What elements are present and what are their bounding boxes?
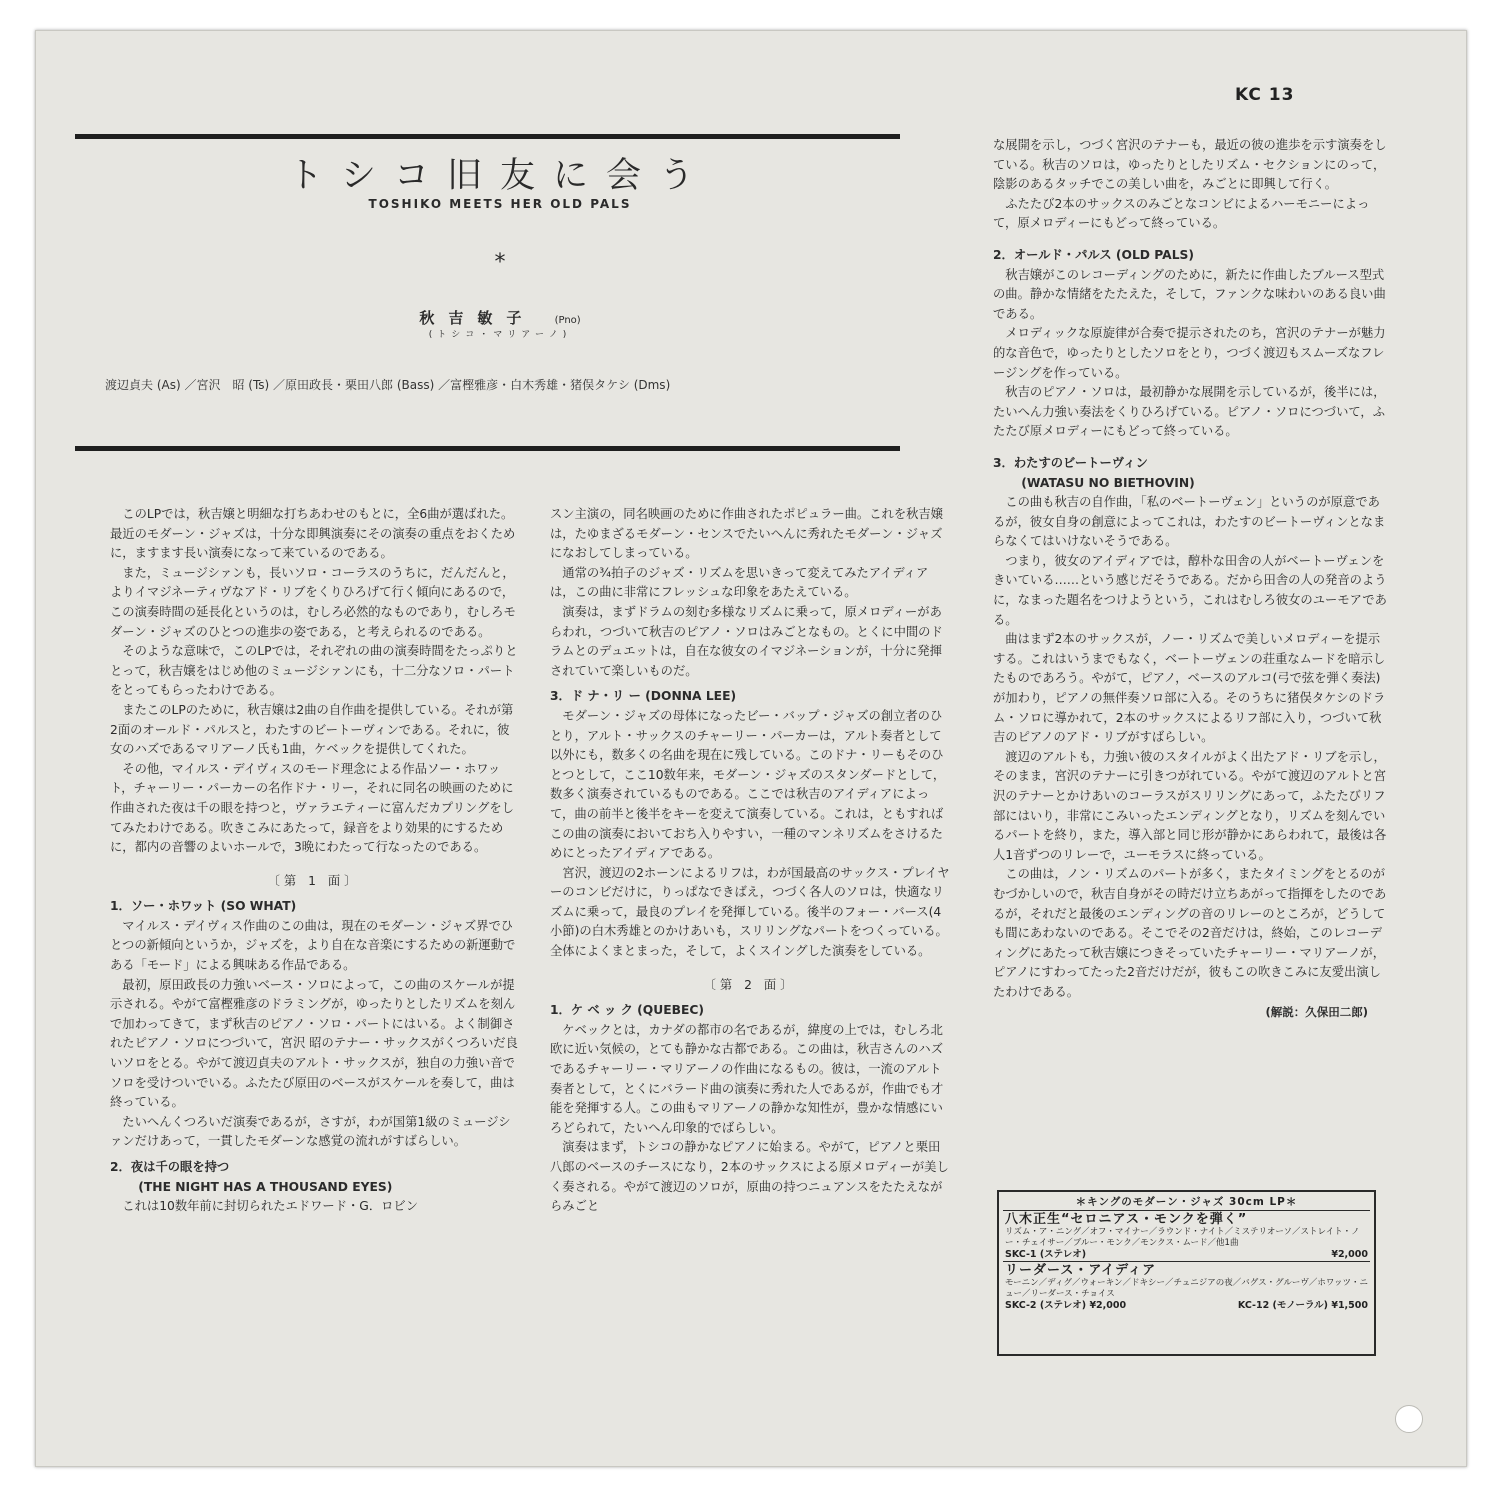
paragraph: 秋吉のピアノ・ソロは，最初静かな展開を示しているが，後半には，たいへん力強い奏法をくりひろげている。ピアノ・ソロにつづいて，ふたたび原メロディーにもどって終っている。 bbox=[993, 385, 1386, 439]
paragraph: このLPでは，秋吉嬢と明細な打ちあわせのもとに，全6曲が選ばれた。最近のモダーン・ジャズは，十分な即興演奏にその演奏の重点をおくために，ますます長い演奏になって来ているのである。 bbox=[110, 507, 516, 561]
ad-item-catalog: SKC-1 (ステレオ) bbox=[1005, 1249, 1087, 1260]
paragraph: 渡辺のアルトも，力強い彼のスタイルがよく出たアド・リブを示し，そのまま，宮沢のテナーに引きつがれている。やがて渡辺のアルトと宮沢のテナーとかけあいのコーラスがスリリングにあって，ふたたびリフ部にはいり，非常にこみいったエンディングとなり，リズムを刻んでいるパートを終り，また，導入部と同じ形が静かにあらわれて，最後は各人1音ずつのリレーで，ユーモラスに終っている。 bbox=[993, 749, 1387, 862]
track-heading-english: (WATASU NO BIETHOVIN) bbox=[1021, 475, 1195, 490]
asterisk-ornament: * bbox=[494, 250, 506, 275]
liner-notes-credit: (解説：久保田二郎) bbox=[1265, 1004, 1368, 1019]
paragraph: 宮沢，渡辺の2ホーンによるリフは，わが国最高のサックス・プレイヤーのコンビだけに，りっぱなできばえ，つづく各人のソロは，快適なリズムに乗って，最良のプレイを発揮している。後半のフォー・バース(4小節)の白木秀雄とのかけあいも，スリリングなパートをつくっている。全体によくまとまった，そして，よくスイングした演奏をしている。 bbox=[550, 865, 950, 959]
ad-item-catalog: KC-12 (モノーラル) ¥1,500 bbox=[1237, 1300, 1368, 1311]
track-heading: 2．夜は千の眼を持つ bbox=[110, 1160, 230, 1174]
ad-item-title: 八木正生“セロニアス・モンクを弾く” bbox=[1005, 1212, 1248, 1227]
artist-name: 秋吉敏子 bbox=[419, 309, 536, 327]
ad-header: ＊キングのモダーン・ジャズ 30cm LP＊ bbox=[1075, 1196, 1298, 1208]
bottom-rule bbox=[75, 446, 900, 451]
track-heading: 1．ソー・ホワット (SO WHAT) bbox=[110, 899, 297, 914]
paragraph: な展開を示し，つづく宮沢のテナーも，最近の彼の進歩を示す演奏をしている。秋吉のソロは，ゆったりとしたリズム・セクションにのって，陰影のあるタッチでこの美しい曲を，みごとに即興して行く。 bbox=[993, 138, 1387, 192]
paragraph: 通常の¾拍子のジャズ・リズムを思いきって変えてみたアイディアは，この曲に非常にフレッシュな印象をあたえている。 bbox=[550, 565, 929, 600]
paragraph: これは10数年前に封切られたエドワード・G．ロビン bbox=[122, 1199, 419, 1214]
paragraph: 最初，原田政長の力強いベース・ソロによって，この曲のスケールが提示される。やがて富樫雅彦のドラミングが，ゆったりとしたリズムを刻んで加わってきて，まず秋吉のピアノ・ソロ・パートにはいる。よく制御されたピアノ・ソロにつづいて，宮沢 昭のテナー・サックスがくつろいだ良いソロをとる。やがて渡辺貞夫のアルト・サックスが，独自の力強い音でソロを受けついでいる。ふたたび原田のベースがスケールを奏して，曲は終っている。 bbox=[110, 977, 518, 1110]
paragraph: メロディックな原旋律が合奏で提示されたのち，宮沢のテナーが魅力的な音色で，ゆったりとしたソロをとり，つづく渡辺もスムーズなフレージングを作っている。 bbox=[993, 326, 1386, 380]
track-heading: 1．ケ ベ ッ ク (QUEBEC) bbox=[550, 1003, 705, 1018]
artist-instrument: (Pno) bbox=[554, 315, 581, 326]
side-heading: 〔第 1 面〕 bbox=[267, 873, 361, 888]
paragraph: たいへんくつろいだ演奏であるが，さすが，わが国第1級のミュージシァンだけあって，一貫したモダーンな感覚の流れがすばらしい。 bbox=[110, 1114, 511, 1149]
paragraph: その他，マイルス・デイヴィスのモード理念による作品ソー・ホワット，チャーリー・パーカーの名作ドナ・リー，それに同名の映画のために作曲された夜は千の眼を持つと，ヴァラエティーに富んだカプリングをしてみたわけである。吹きこみにあたって，録音をより効果的にするために，都内の音響のよいホールで，3晩にわたって行なったのである。 bbox=[110, 761, 514, 855]
paragraph: 秋吉嬢がこのレコーディングのために，新たに作曲したブルース型式の曲。静かな情緒をたたえた，そして，ファンクな味わいのある良い曲である。 bbox=[993, 267, 1386, 321]
paragraph: 演奏はまず，トシコの静かなピアノに始まる。やがて，ピアノと栗田八郎のベースのチースになり，2本のサックスによる原メロディーが美しく奏される。やがて渡辺のソロが，原曲の持つニュアンスをたたえながらみごと bbox=[550, 1140, 949, 1214]
paragraph: ふたたび2本のサックスのみごとなコンビによるハーモニーによって，原メロディーにもどって終っている。 bbox=[993, 196, 1370, 231]
ad-item-price: ¥2,000 bbox=[1331, 1249, 1368, 1260]
side-heading: 〔第 2 面〕 bbox=[703, 977, 797, 992]
king-records-ad-box bbox=[997, 1190, 1376, 1356]
paragraph: モダーン・ジャズの母体になったビー・バップ・ジャズの創立者のひとり，アルト・サックスのチャーリー・パーカーは，アルト奏者として以外にも，数多くの名曲を現在に残している。このドナ・リーもそのひとつとして，ここ10数年来，モダーン・ジャズのスタンダードとして，数多く演奏されているものである。ここでは秋吉のアイディアによって，曲の前半と後半をキーを変えて演奏している。これは，ともすればこの曲の演奏においておち入りやすい，一種のマンネリズムをさけるためにとったアイディアである。 bbox=[550, 708, 946, 861]
ad-item-catalog: SKC-2 (ステレオ) ¥2,000 bbox=[1005, 1300, 1127, 1311]
paragraph: マイルス・デイヴィス作曲のこの曲は，現在のモダーン・ジャズ界でひとつの新傾向というか，ジャズを，より自在な音楽にするための新運動である「モード」による興味ある作品である。 bbox=[110, 918, 516, 973]
sleeve-hole bbox=[1395, 1405, 1423, 1433]
track-heading-english: (THE NIGHT HAS A THOUSAND EYES) bbox=[138, 1179, 393, 1194]
ad-item-title: リーダース・アイディア bbox=[1005, 1263, 1157, 1278]
ad-item-price-row bbox=[999, 1249, 1374, 1261]
liner-notes-column-3 bbox=[993, 136, 1388, 1022]
ad-item-tracks: モーニン／ディグ／ウォーキン／ドキシー／チュニジアの夜／バグス・グルーヴ／ホワッツ・ニュー／リーダース・チョイス bbox=[1005, 1278, 1368, 1299]
paragraph: つまり，彼女のアイディアでは，醇朴な田舎の人がベートーヴェンをきいている……という感じだそうである。だから田舎の人の発音のように，なまった題名をつけようという，これはむしろ彼女のユーモアである。 bbox=[993, 553, 1387, 627]
paragraph: そのような意味で，このLPでは，それぞれの曲の演奏時間をたっぷりととって，秋吉嬢をはじめ他のミュージシァンにも，十二分なソロ・パートをとってもらったわけである。 bbox=[110, 644, 518, 698]
album-title-english: TOSHIKO MEETS HER OLD PALS bbox=[368, 197, 632, 211]
track-heading: 3．わたすのビートーヴィン bbox=[993, 455, 1148, 470]
paragraph: 曲はまず2本のサックスが，ノー・リズムで美しいメロディーを提示する。これはいうまでもなく，ベートーヴェンの荘重なムードを暗示したものであろう。やがて，ピアノ，ベースのアルコ(弓で弦を弾く奏法)が加わり，ピアノの無伴奏ソロ部に入る。そのうちに猪俣タケシのドラム・ソロに導かれて，2本のサックスによるリフ部に入り，つづいて秋吉のピアノのアド・リブがすばらしい。 bbox=[993, 632, 1386, 745]
paragraph: また，ミュージシァンも，長いソロ・コーラスのうちに，だんだんと，よりイマジネーティヴなアド・リブをくりひろげて行く傾向にあるので，この演奏時間の延長化というのは，むしろ必然的なものであり，むしろモダーン・ジャズのひとつの進歩の姿である，と考えられるのである。 bbox=[110, 565, 516, 639]
ad-item-price-row bbox=[999, 1300, 1374, 1312]
liner-notes-column-1 bbox=[110, 505, 518, 1217]
paragraph: ケベックとは，カナダの都市の名であるが，緯度の上では，むしろ北欧に近い気候の，とても静かな古都である。この曲は，秋吉さんのハズであるチャーリー・マリアーノの作曲になるもの。彼は，一流のアルト奏者として，とくにバラード曲の演奏に秀れた人であるが，作曲でも才能を発揮する人。この曲もマリアーノの静かな知性が，豊かな情感にいろどられて，たいへん印象的でばらしい。 bbox=[550, 1022, 944, 1135]
artist-line bbox=[180, 307, 820, 328]
liner-notes-column-2 bbox=[550, 505, 950, 1217]
paragraph: スン主演の，同名映画のために作曲されたポピュラー曲。これを秋吉嬢は，たゆまざるモダーン・センスでたいへんに秀れたモダーン・ジャズになおしてしまっている。 bbox=[550, 507, 944, 561]
top-rule bbox=[75, 134, 900, 139]
track-heading: 3．ド ナ・リ ー (DONNA LEE) bbox=[550, 689, 737, 704]
personnel-list: 渡辺貞夫 (As) ／宮沢 昭 (Ts) ／原田政長・栗田八郎 (Bass) ／富樫雅彦・白木秀雄・猪俣タケシ (Dms) bbox=[105, 378, 671, 392]
paragraph: この曲は，ノン・リズムのパートが多く，またタイミングをとるのがむづかしいので，秋吉自身がその時だけ立ちあがって指揮をしたのであるが，それだと最後のエンディングの音のリレーのところが，どうしても間にあわないのである。そこでその2音だけは，終始，このレコーディングにあたって秋吉嬢につきそっていたチャーリー・マリアーノが，ピアノにすわってたった2音だけだが，彼もこの吹きこみに友愛出演したわけである。 bbox=[993, 867, 1387, 999]
artist-kana: (トシコ・マリアーノ) bbox=[428, 330, 572, 340]
paragraph: またこのLPのために，秋吉嬢は2曲の自作曲を提供している。それが第2面のオールド・パルスと，わたすのビートーヴィンである。それに，彼女のハズであるマリアーノ氏も1曲，ケベックを提供してくれた。 bbox=[110, 702, 514, 757]
album-title-japanese: トシコ旧友に会う bbox=[287, 156, 712, 196]
paragraph: 演奏は，まずドラムの刻む多様なリズムに乗って，原メロディーがあらわれ，つづいて秋吉のピアノ・ソロはみごとなもの。とくに中間のドラムとのデュエットは，自在な彼女のイマジネーションが，十分に発揮されていて楽しいものだ。 bbox=[550, 604, 943, 678]
catalog-number: KC 13 bbox=[1235, 85, 1295, 105]
ad-item-tracks: リズム・ア・ニング／オフ・マイナー／ラウンド・ナイト／ミステリオーソ／ストレイト・ノー・チェイサー／ブルー・モンク／モンクス・ムード／他1曲 bbox=[1005, 1227, 1360, 1248]
track-heading: 2．オールド・パルス (OLD PALS) bbox=[993, 247, 1195, 262]
paragraph: この曲も秋吉の自作曲，「私のベートーヴェン」というのが原意であるが，彼女自身の創意によってこれは，わたすのビートーヴィンとなまらなくてはいけないそうである。 bbox=[993, 495, 1386, 549]
